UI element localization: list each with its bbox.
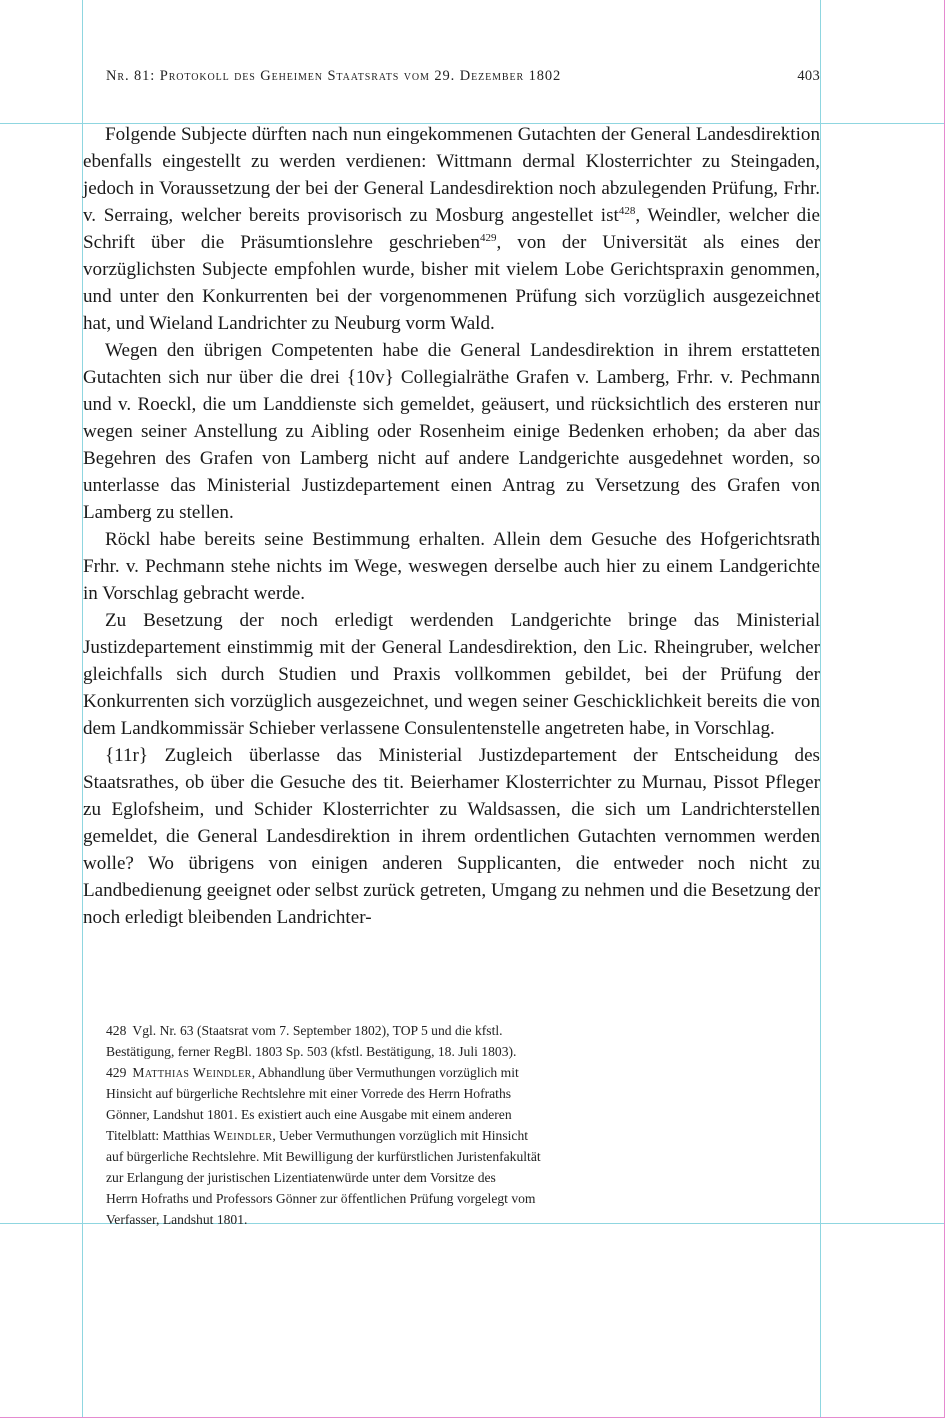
footnote-line bbox=[106, 1062, 666, 1083]
paragraph-text: , von der Universität als eines der vorzüglichsten Subjecte empfohlen wurde, bisher mit vielem Lobe Gerichtspraxin genommen, und unter den Konkurrenten bei der vorgenommenen Prüfung sich vorzüglich ausgezeichnet hat, und Wieland Landrichter zu Neuburg vorm Wald. bbox=[83, 232, 820, 334]
page-number: 403 bbox=[797, 68, 820, 84]
paragraph: {11r} Zugleich überlasse das Ministerial Justizdepartement der Entscheidung des Staatsrathes, ob über die Gesuche des tit. Beierhamer Klosterrichter zu Murnau, Pissot Pfleger zu Eglofsheim, und Schider Klosterrichter zu Waldsassen, die sich um Landrichterstellen gemeldet, die General Landesdirektion in ihrem ordentlichen Gutachten vernommen werden wolle? Wo übrigens von einigen anderen Supplicanten, die entweder noch nicht zu Landbedienung geeignet oder selbst zurück getreten, Umgang zu nehmen und die Besetzung der noch erledigt bleibenden Landrichter- bbox=[83, 745, 820, 928]
footnote-number: 428 bbox=[106, 1023, 127, 1038]
paragraph-text: , Weindler, welcher die Schrift über die Präsumtionslehre geschrieben bbox=[83, 205, 820, 253]
footnote-text: Vgl. Nr. 63 (Staatsrat vom 7. September 1802), TOP 5 und die kfstl. bbox=[132, 1023, 503, 1038]
footnote-text: , Abhandlung über Vermuthungen vorzüglich mit bbox=[251, 1065, 519, 1080]
footnote-line: zur Erlangung der juristischen Lizentiatenwürde unter dem Vorsitze des bbox=[106, 1170, 496, 1185]
footnote-text: , Ueber Vermuthungen vorzüglich mit Hinsicht bbox=[272, 1128, 529, 1143]
running-title: Nr. 81: Protokoll des Geheimen Staatsrats vom 29. Dezember 1802 bbox=[106, 68, 562, 84]
footnote-number: 429 bbox=[106, 1065, 127, 1080]
paragraph: Wegen den übrigen Competenten habe die General Landesdirektion in ihrem erstatteten Gutachten sich nur über die drei {10v} Collegialräthe Grafen v. Lamberg, Frhr. v. Pechmann und v. Roeckl, die um Landdienste sich gemeldet, geäusert, und rücksichtlich des ersteren nur wegen seiner Anstellung zu Aibling oder Rosenheim einige Bedenken erhoben; da aber das Begehren des Grafen von Lamberg nicht auf andere Landgerichte ausgedehnet worden, so unterlasse das Ministerial Justizdepartement einen Antrag zu Versetzung des Grafen von Lamberg zu stellen. bbox=[83, 340, 820, 523]
main-text bbox=[83, 121, 820, 931]
footnote-line: auf bürgerliche Rechtslehre. Mit Bewilligung der kurfürstlichen Juristenfakultät bbox=[106, 1149, 541, 1164]
footnote-line: Verfasser, Landshut 1801. bbox=[106, 1212, 248, 1227]
author-name: Matthias Weindler bbox=[132, 1065, 252, 1080]
running-head bbox=[106, 68, 820, 90]
footnote-line: Herrn Hofraths und Professors Gönner zur öffentlichen Prüfung vorgelegt vom bbox=[106, 1191, 536, 1206]
footnote-line bbox=[106, 1125, 666, 1146]
paragraph: Röckl habe bereits seine Bestimmung erhalten. Allein dem Gesuche des Hofgerichtsrath Frhr. v. Pechmann stehe nichts im Wege, weswegen derselbe auch hier zu einem Landgerichte in Vorschlag gebracht werde. bbox=[83, 529, 820, 604]
right-margin-guide bbox=[820, 0, 821, 1418]
footnote-line: Gönner, Landshut 1801. Es existiert auch eine Ausgabe mit einem anderen bbox=[106, 1107, 512, 1122]
footnote-line: Bestätigung, ferner RegBl. 1803 Sp. 503 (kfstl. Bestätigung, 18. Juli 1803). bbox=[106, 1044, 517, 1059]
footnote-ref-429[interactable]: 429 bbox=[480, 232, 497, 244]
paragraph-text: Folgende Subjecte dürften nach nun eingekommenen Gutachten der General Landesdirektion ebenfalls eingestellt zu werden verdienen: Wittmann dermal Klosterrichter zu Steingaden, jedoch in Voraussetzung der bei der General Landesdirektion noch abzulegenden Prüfung, Frhr. v. Serraing, welcher bereits provisorisch zu Mosburg angestellet ist bbox=[83, 124, 820, 226]
footnote-ref-428[interactable]: 428 bbox=[618, 205, 636, 217]
footnotes bbox=[106, 1020, 666, 1230]
paragraph bbox=[83, 121, 820, 337]
footnote-text: Titelblatt: Matthias bbox=[106, 1128, 214, 1143]
paragraph: Zu Besetzung der noch erledigt werdenden Landgerichte bringe das Ministerial Justizdepartement einstimmig mit der General Landesdirektion, den Lic. Rheingruber, welcher gleichfalls sich durch Studien und Praxis vollkommen gebildet, bei der Prüfung der Konkurrenten sich vorzüglich ausgezeichnet, und wegen seiner Geschicklichkeit bereits die von dem Landkommissär Schieber verlassene Consulentenstelle angetreten habe, in Vorschlag. bbox=[83, 610, 820, 739]
author-name: Weindler bbox=[213, 1128, 273, 1143]
footnote-428 bbox=[106, 1020, 666, 1062]
footnote-429 bbox=[106, 1062, 666, 1230]
footnote-line bbox=[106, 1020, 666, 1041]
footnote-line: Hinsicht auf bürgerliche Rechtslehre mit einer Vorrede des Herrn Hofraths bbox=[106, 1086, 512, 1101]
